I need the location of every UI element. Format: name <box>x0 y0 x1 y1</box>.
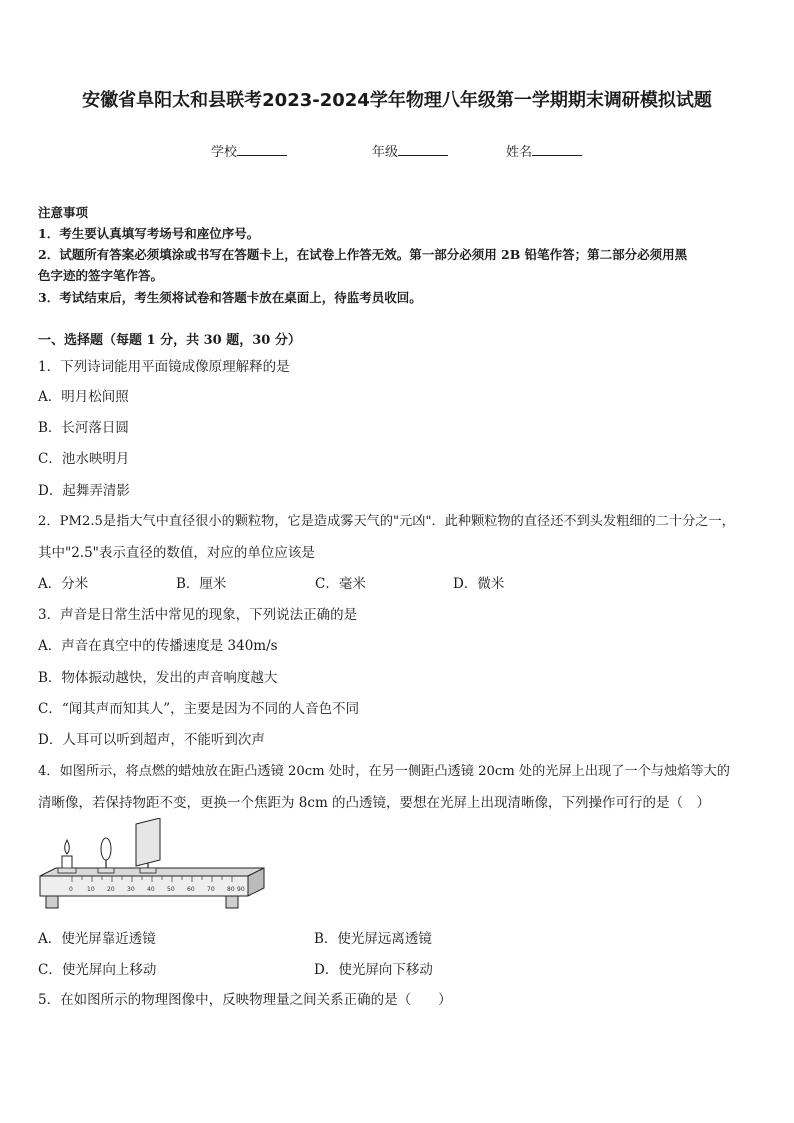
name-field <box>506 141 582 160</box>
lens-holder <box>98 868 114 873</box>
ruler-label: 0 <box>69 886 73 893</box>
question-1-option-b: B．长河落日圆 <box>38 420 129 436</box>
school-blank[interactable] <box>237 143 287 156</box>
notice-item: 1．考生要认真填写考场号和座位序号。 <box>38 226 260 241</box>
question-3-option-b: B．物体振动越快，发出的声音响度越大 <box>38 670 278 686</box>
question-4-option-a: A．使光屏靠近透镜 <box>38 931 156 947</box>
name-label: 姓名 <box>506 145 533 160</box>
question-4-stem: 4．如图所示，将点燃的蜡烛放在距凸透镜 20cm 处时，在另一侧距凸透镜 20cm 处的光屏上出现了一个与烛焰等大的 <box>38 764 730 779</box>
question-3-option-c: C．“闻其声而知其人”，主要是因为不同的人音色不同 <box>38 701 360 717</box>
question-1-option-a: A．明月松间照 <box>38 389 129 405</box>
optical-bench-figure <box>36 818 276 914</box>
bench-leg-right <box>226 896 238 908</box>
notice-item: 3．考试结束后，考生须将试卷和答题卡放在桌面上，待监考员收回。 <box>38 290 422 305</box>
grade-blank[interactable] <box>398 143 448 156</box>
question-4-stem-cont: 清晰像，若保持物距不变，更换一个焦距为 8cm 的凸透镜，要想在光屏上出现清晰像，下列操作可行的是（ ） <box>38 795 711 811</box>
ruler-label: 70 <box>207 886 215 893</box>
ruler-label: 50 <box>167 886 175 893</box>
school-field <box>211 141 287 160</box>
question-2-option-c: C．毫米 <box>315 576 366 592</box>
screen-holder <box>140 868 156 873</box>
section-heading: 一、选择题（每题 1 分，共 30 题，30 分） <box>38 333 301 348</box>
candle-holder <box>58 868 76 873</box>
question-4-option-d: D．使光屏向下移动 <box>314 962 433 978</box>
question-1-stem: 1．下列诗词能用平面镜成像原理解释的是 <box>38 359 290 375</box>
candle-flame-icon <box>65 840 70 854</box>
question-2-option-a: A．分米 <box>38 576 89 592</box>
convex-lens-icon <box>101 838 111 860</box>
question-2-stem-cont: 其中"2.5"表示直径的数值，对应的单位应该是 <box>38 545 315 561</box>
ruler-label: 40 <box>147 886 155 893</box>
light-screen <box>136 818 160 866</box>
notice-heading: 注意事项 <box>38 205 89 220</box>
question-3-stem: 3．声音是日常生活中常见的现象，下列说法正确的是 <box>38 607 358 623</box>
bench-leg-left <box>46 896 58 908</box>
question-3-option-a: A．声音在真空中的传播速度是 340m/s <box>38 638 278 654</box>
name-blank[interactable] <box>532 143 582 156</box>
question-1-option-c: C．池水映明月 <box>38 451 130 467</box>
question-4-option-c: C．使光屏向上移动 <box>38 962 157 978</box>
question-1-option-d: D．起舞弄清影 <box>38 483 130 499</box>
ruler-label: 20 <box>107 886 115 893</box>
ruler-label: 30 <box>127 886 135 893</box>
grade-label: 年级 <box>372 145 399 160</box>
question-2-option-d: D．微米 <box>453 576 505 592</box>
question-2-option-b: B．厘米 <box>176 576 227 592</box>
notice-item: 2．试题所有答案必须填涂或书写在答题卡上，在试卷上作答无效。第一部分必须用 2B 铅笔作答；第二部分必须用黑 <box>38 247 688 262</box>
grade-field <box>372 141 448 160</box>
exam-title: 安徽省阜阳太和县联考2023-2024学年物理八年级第一学期期末调研模拟试题 <box>82 90 712 111</box>
question-4-option-b: B．使光屏远离透镜 <box>314 931 432 947</box>
ruler-label: 60 <box>187 886 195 893</box>
ruler-label: 80 <box>227 886 235 893</box>
question-3-option-d: D．人耳可以听到超声，不能听到次声 <box>38 732 265 748</box>
question-2-stem: 2．PM2.5是指大气中直径很小的颗粒物，它是造成雾天气的"元凶"．此种颗粒物的直径还不到头发粗细的二十分之一， <box>38 514 735 529</box>
question-5-stem: 5．在如图所示的物理图像中，反映物理量之间关系正确的是（ ） <box>38 992 452 1008</box>
ruler-unit: 90 <box>237 886 245 893</box>
ruler-label: 10 <box>87 886 95 893</box>
school-label: 学校 <box>211 145 238 160</box>
notice-item: 色字迹的签字笔作答。 <box>38 268 164 283</box>
